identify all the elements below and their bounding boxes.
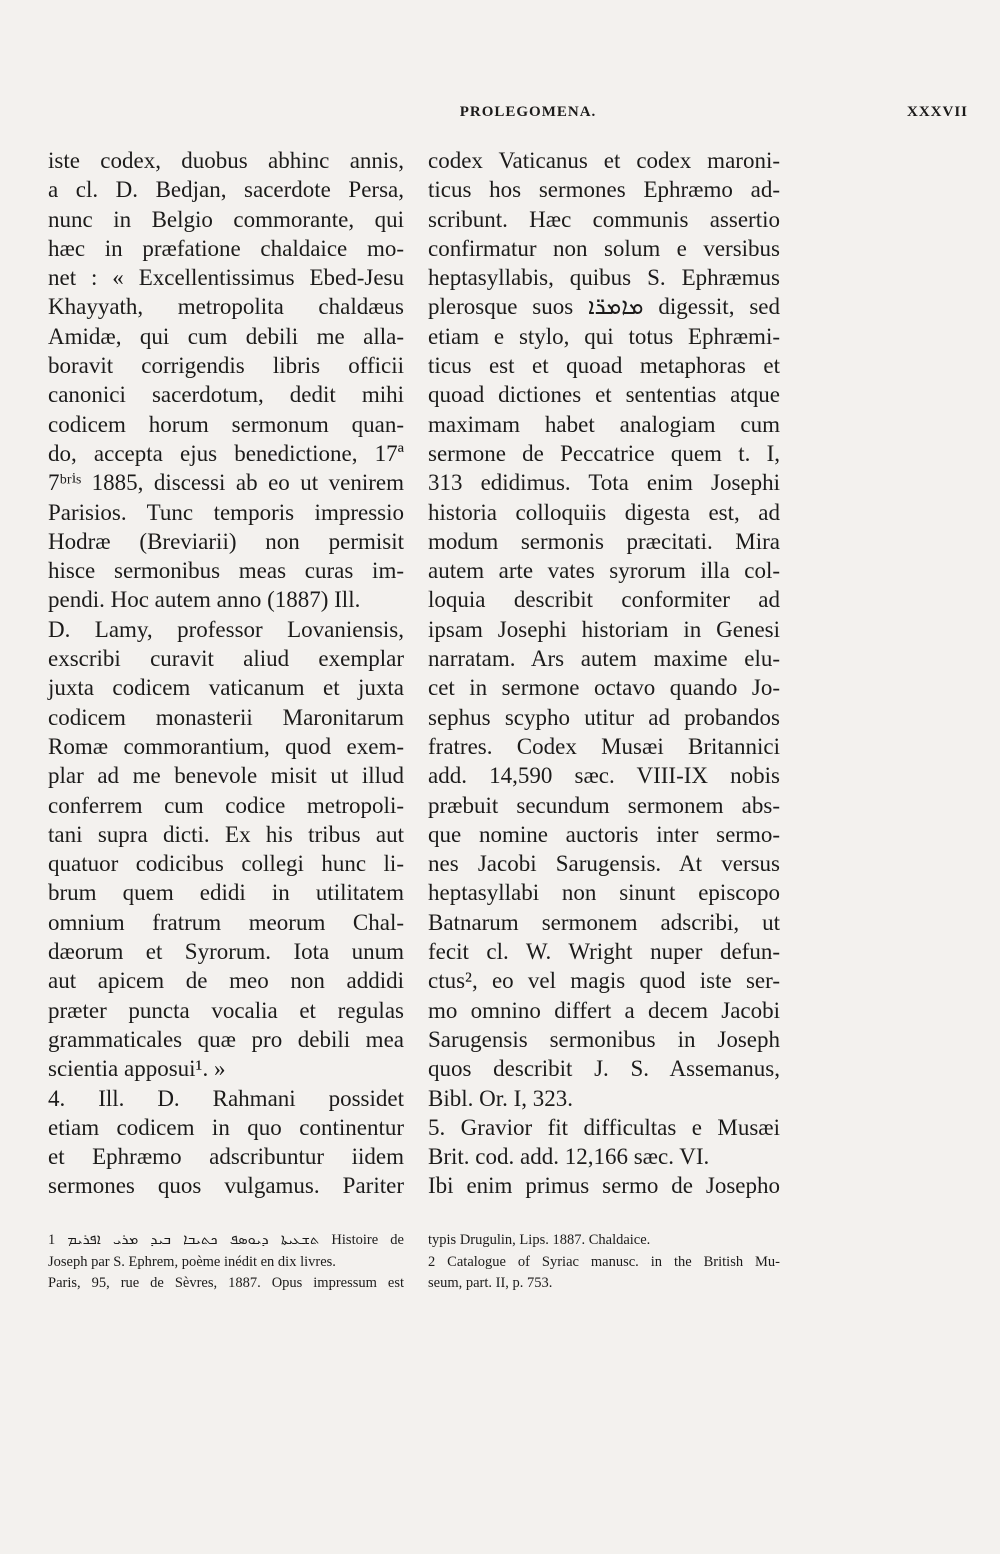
footnote-line: Paris, 95, rue de Sèvres, 1887. Opus impressum est xyxy=(48,1275,404,1291)
text-line: quatuor codicibus collegi hunc li- xyxy=(48,851,404,877)
text-line: brum quem edidi in utilitatem xyxy=(48,880,404,906)
text-line: præbuit secundum sermonem abs- xyxy=(428,792,780,818)
left-text-column xyxy=(48,146,404,1201)
text-line: dæorum et Syrorum. Iota unum xyxy=(48,939,404,965)
text-line: add. 14,590 sæc. VIII-IX nobis xyxy=(428,763,780,789)
text-line: ticus est et quoad metaphoras et xyxy=(428,353,780,379)
text-line: cet in sermone octavo quando Jo- xyxy=(428,675,780,701)
text-line: D. Lamy, professor Lovaniensis, xyxy=(48,616,404,642)
text-line: quoad dictiones et sententias atque xyxy=(428,382,780,408)
text-line: Parisios. Tunc temporis impressio xyxy=(48,499,404,525)
text-line: scribunt. Hæc communis assertio xyxy=(428,206,780,232)
footnote-line: seum, part. II, p. 753. xyxy=(428,1275,553,1291)
text-line: Khayyath, metropolita chaldæus xyxy=(48,294,404,320)
text-line: hæc in præfatione chaldaice mo- xyxy=(48,235,404,261)
text-line: etiam e stylo, qui totus Ephræmi- xyxy=(428,323,780,349)
footnote-line: 2 Catalogue of Syriac manusc. in the British Mu- xyxy=(428,1253,780,1270)
text-line: grammaticales quæ pro debili mea xyxy=(48,1026,404,1052)
text-line: mo omnino differt a decem Jacobi xyxy=(428,997,780,1023)
text-line: quos describit J. S. Assemanus, xyxy=(428,1056,780,1082)
text-line: fecit cl. W. Wright nuper defun- xyxy=(428,939,780,965)
text-line: Brit. cod. add. 12,166 sæc. VI. xyxy=(428,1144,710,1170)
text-line: plerosque suos ܡܐܡܪ̈ܐ digessit, sed xyxy=(428,294,780,320)
text-line: net : « Excellentissimus Ebed-Jesu xyxy=(48,265,404,291)
text-line: sephus scypho utitur ad probandos xyxy=(428,704,780,730)
text-line: Amidæ, qui cum debili me alla- xyxy=(48,323,404,349)
text-line: 313 edidimus. Tota enim Josephi xyxy=(428,470,780,496)
text-line: canonici sacerdotum, dedit mihi xyxy=(48,382,404,408)
right-footnotes xyxy=(428,1230,780,1295)
text-line: heptasyllabis, quibus S. Ephræmus xyxy=(428,265,780,291)
text-line: pendi. Hoc autem anno (1887) Ill. xyxy=(48,587,361,613)
text-line: loquia describit conformiter ad xyxy=(428,587,780,613)
text-line: tani supra dicti. Ex his tribus aut xyxy=(48,821,404,847)
text-line: sermone de Peccatrice quem t. I, xyxy=(428,440,780,466)
text-line: autem arte vates syrorum illa col- xyxy=(428,558,780,584)
right-text-column xyxy=(428,146,780,1201)
text-line: hisce sermonibus meas curas im- xyxy=(48,558,404,584)
text-line: plar ad me benevole misit ut illud xyxy=(48,763,404,789)
text-line: præter puncta vocalia et regulas xyxy=(48,997,404,1023)
text-line: Hodræ (Breviarii) non permisit xyxy=(48,528,404,554)
text-line: exscribi curavit aliud exemplar xyxy=(48,646,404,672)
text-line: que nomine auctoris inter sermo- xyxy=(428,821,780,847)
text-line: Batnarum sermonem adscribi, ut xyxy=(428,909,780,935)
text-line: Sarugensis sermonibus in Joseph xyxy=(428,1026,780,1052)
footnote-line: Joseph par S. Ephrem, poème inédit en dix livres. xyxy=(48,1253,336,1270)
page-number: XXXVII xyxy=(906,104,968,120)
text-line: 7ᵇʳⁱˢ 1885, discessi ab eo ut venirem xyxy=(48,470,404,496)
text-line: Bibl. Or. I, 323. xyxy=(428,1085,574,1111)
text-line: maximam habet analogiam cum xyxy=(428,411,780,437)
text-line: nes Jacobi Sarugensis. At versus xyxy=(428,851,780,877)
text-line: ctus², eo vel magis quod iste ser- xyxy=(428,968,780,994)
text-line: do, accepta ejus benedictione, 17ª xyxy=(48,440,404,466)
text-line: et Ephræmo adscribuntur iidem xyxy=(48,1144,404,1170)
left-footnotes xyxy=(48,1230,404,1295)
text-line: 5. Gravior fit difficultas e Musæi xyxy=(428,1114,780,1140)
text-line: codicem horum sermonum quan- xyxy=(48,411,404,437)
text-line: boravit corrigendis libris officii xyxy=(48,353,404,379)
text-line: a cl. D. Bedjan, sacerdote Persa, xyxy=(48,177,404,203)
running-header xyxy=(48,104,968,134)
text-line: sermones quos vulgamus. Pariter xyxy=(48,1173,404,1199)
text-line: Ibi enim primus sermo de Josepho xyxy=(428,1173,780,1199)
text-line: fratres. Codex Musæi Britannici xyxy=(428,733,780,759)
text-line: conferrem cum codice metropoli- xyxy=(48,792,404,818)
footnote-line: typis Drugulin, Lips. 1887. Chaldaice. xyxy=(428,1232,651,1248)
text-line: juxta codicem vaticanum et juxta xyxy=(48,675,404,701)
text-line: modum sermonis præcitati. Mira xyxy=(428,528,780,554)
text-line: iste codex, duobus abhinc annis, xyxy=(48,148,404,173)
footnote-line: 1 ܬܫܥܝܬܐ ܕܝܘܣܦ ܟܬܝܒܐ ܒܝܕ ܡܪܝ ܐܦܪܝܡ Histoire de xyxy=(48,1232,404,1248)
text-line: 4. Ill. D. Rahmani possidet xyxy=(48,1085,404,1111)
text-line: codicem monasterii Maronitarum xyxy=(48,704,404,730)
text-line: omnium fratrum meorum Chal- xyxy=(48,909,404,935)
text-line: confirmatur non solum e versibus xyxy=(428,235,780,261)
text-line: ticus hos sermones Ephræmo ad- xyxy=(428,177,780,203)
text-line: aut apicem de meo non addidi xyxy=(48,968,404,994)
text-line: codex Vaticanus et codex maroni- xyxy=(428,148,780,173)
text-line: narratam. Ars autem maxime elu- xyxy=(428,646,780,672)
page-title: PROLEGOMENA. xyxy=(459,104,597,120)
text-line: scientia apposui¹. » xyxy=(48,1056,226,1082)
text-line: ipsam Josephi historiam in Genesi xyxy=(428,616,780,642)
text-line: etiam codicem in quo continentur xyxy=(48,1114,404,1140)
text-line: heptasyllabi non sinunt episcopo xyxy=(428,880,780,906)
text-line: Romæ commorantium, quod exem- xyxy=(48,733,404,759)
text-line: nunc in Belgio commorante, qui xyxy=(48,206,404,232)
text-line: historia colloquiis digesta est, ad xyxy=(428,499,780,525)
